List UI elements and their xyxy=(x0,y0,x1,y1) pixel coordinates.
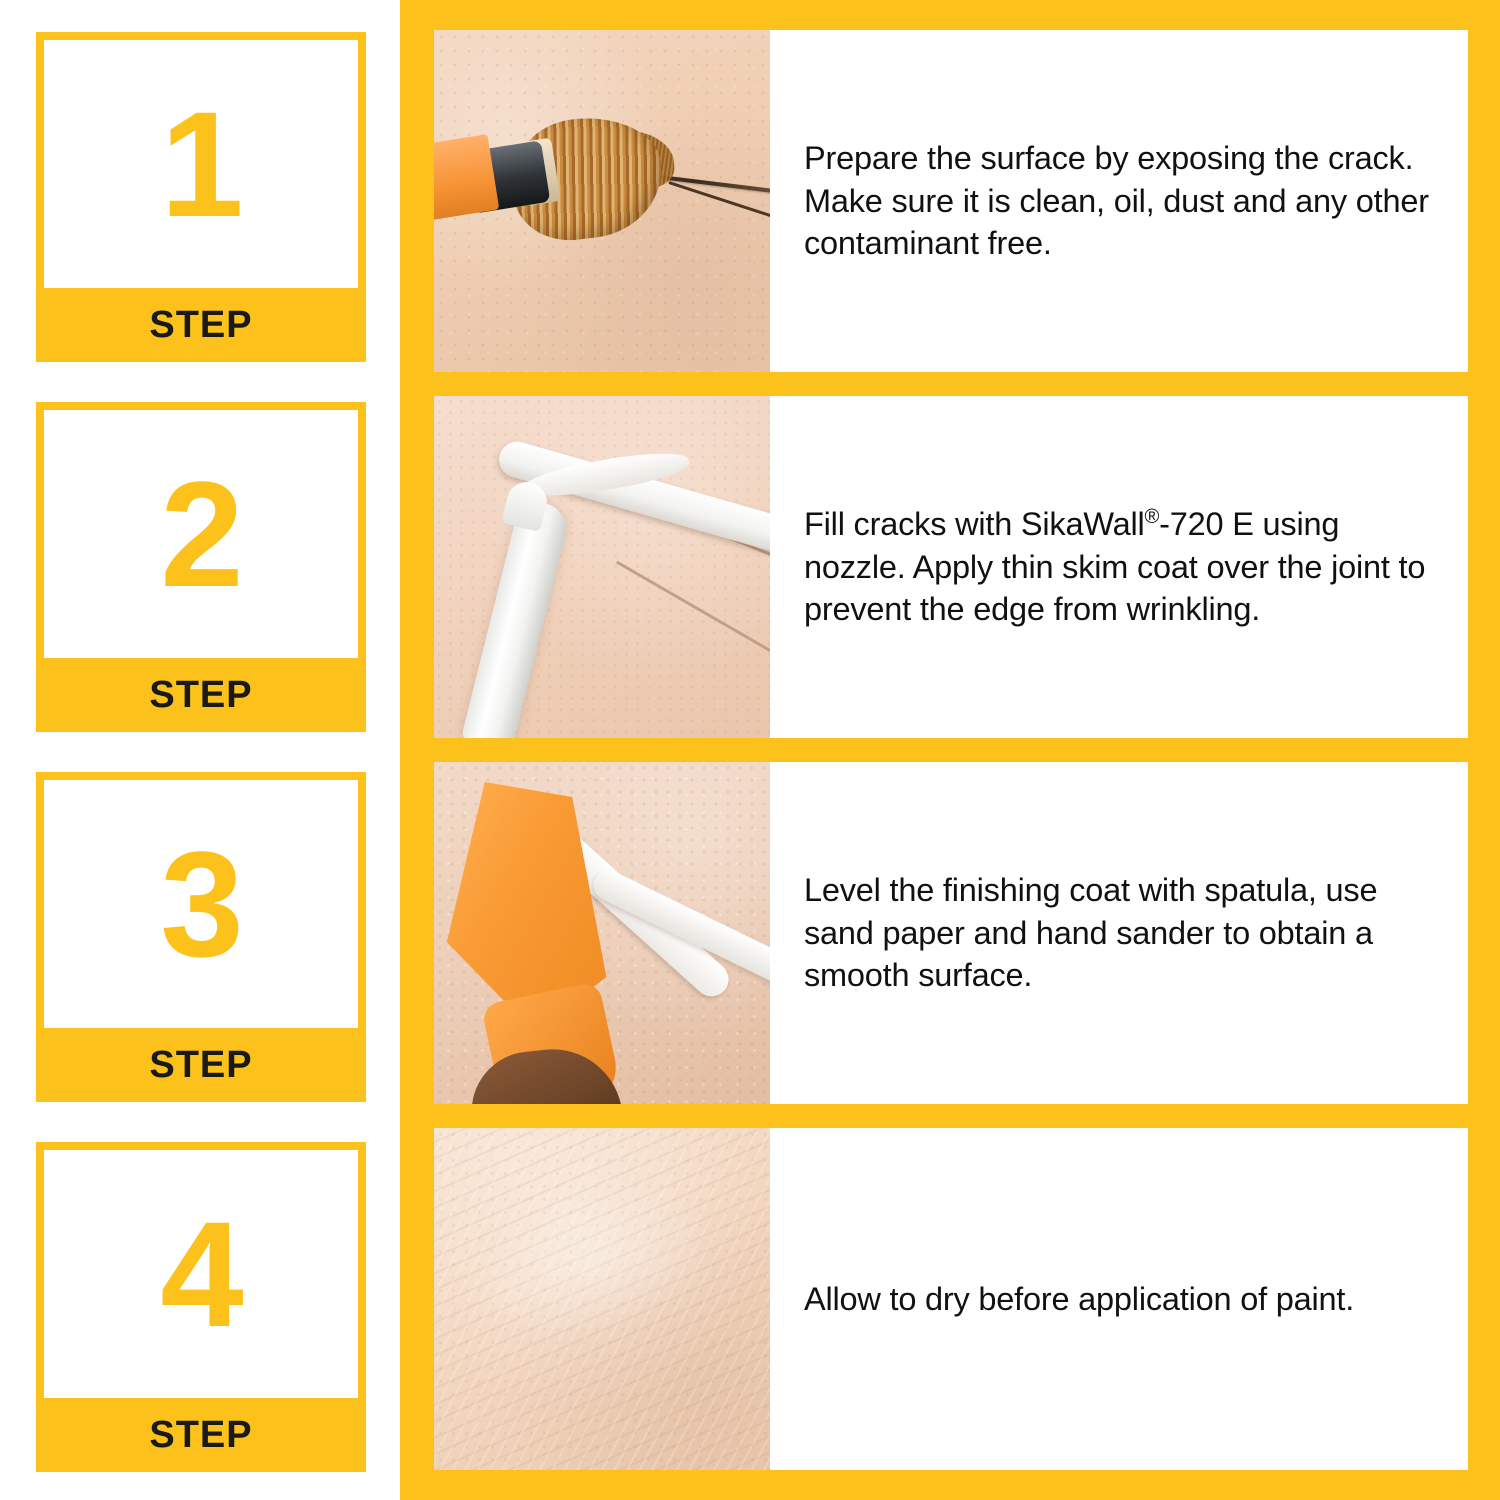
step-label-bar-4 xyxy=(36,1398,366,1472)
nozzle-filling-crack-photo xyxy=(434,396,770,738)
instruction-row-3 xyxy=(434,762,1468,1104)
instruction-row-4 xyxy=(434,1128,1468,1470)
step-label-2: STEP xyxy=(149,673,253,716)
step-number-1: 1 xyxy=(160,80,242,248)
instruction-row-2 xyxy=(434,396,1468,738)
step-label-bar-2 xyxy=(36,658,366,732)
brush-cleaning-crack-photo xyxy=(434,30,770,372)
instruction-text-cell-2 xyxy=(770,396,1468,738)
instruction-text-3 xyxy=(804,869,1442,998)
step-number-4: 4 xyxy=(160,1190,242,1358)
step-label-bar-3 xyxy=(36,1028,366,1102)
instruction-text-cell-4 xyxy=(770,1128,1468,1470)
step-badge-3 xyxy=(36,772,366,1102)
instruction-text-4 xyxy=(804,1278,1354,1321)
content-panel xyxy=(400,0,1500,1500)
spatula-leveling-coat-photo xyxy=(434,762,770,1104)
instruction-text-1 xyxy=(804,137,1442,266)
step-number-box-1 xyxy=(36,32,366,288)
step-number-2: 2 xyxy=(160,450,242,618)
instruction-text-3-before: Level the finishing coat with spatula, use sand paper and hand sander to obtain a smooth surface. xyxy=(804,871,1378,994)
step-number-box-3 xyxy=(36,772,366,1028)
instruction-text-1-before: Prepare the surface by exposing the crack. Make sure it is clean, oil, dust and any other contaminant free. xyxy=(804,139,1429,262)
step-label-1: STEP xyxy=(149,303,253,346)
step-badge-1 xyxy=(36,32,366,362)
instruction-text-2-after: -720 E using nozzle. Apply thin skim coat over the joint to prevent the edge from wrinkling. xyxy=(804,505,1426,628)
instruction-text-cell-3 xyxy=(770,762,1468,1104)
instruction-text-2-before: Fill cracks with SikaWall xyxy=(804,505,1145,542)
step-badge-4 xyxy=(36,1142,366,1472)
step-label-4: STEP xyxy=(149,1413,253,1456)
instruction-row-1 xyxy=(434,30,1468,372)
step-badge-2 xyxy=(36,402,366,732)
steps-column xyxy=(36,0,366,1500)
step-number-box-4 xyxy=(36,1142,366,1398)
step-number-box-2 xyxy=(36,402,366,658)
step-label-bar-1 xyxy=(36,288,366,362)
instruction-text-2 xyxy=(804,503,1442,632)
instruction-text-cell-1 xyxy=(770,30,1468,372)
step-label-3: STEP xyxy=(149,1043,253,1086)
instruction-text-4-before: Allow to dry before application of paint. xyxy=(804,1280,1355,1317)
registered-trademark-symbol: ® xyxy=(1144,505,1160,528)
dry-finished-wall-photo xyxy=(434,1128,770,1470)
step-number-3: 3 xyxy=(160,820,242,988)
